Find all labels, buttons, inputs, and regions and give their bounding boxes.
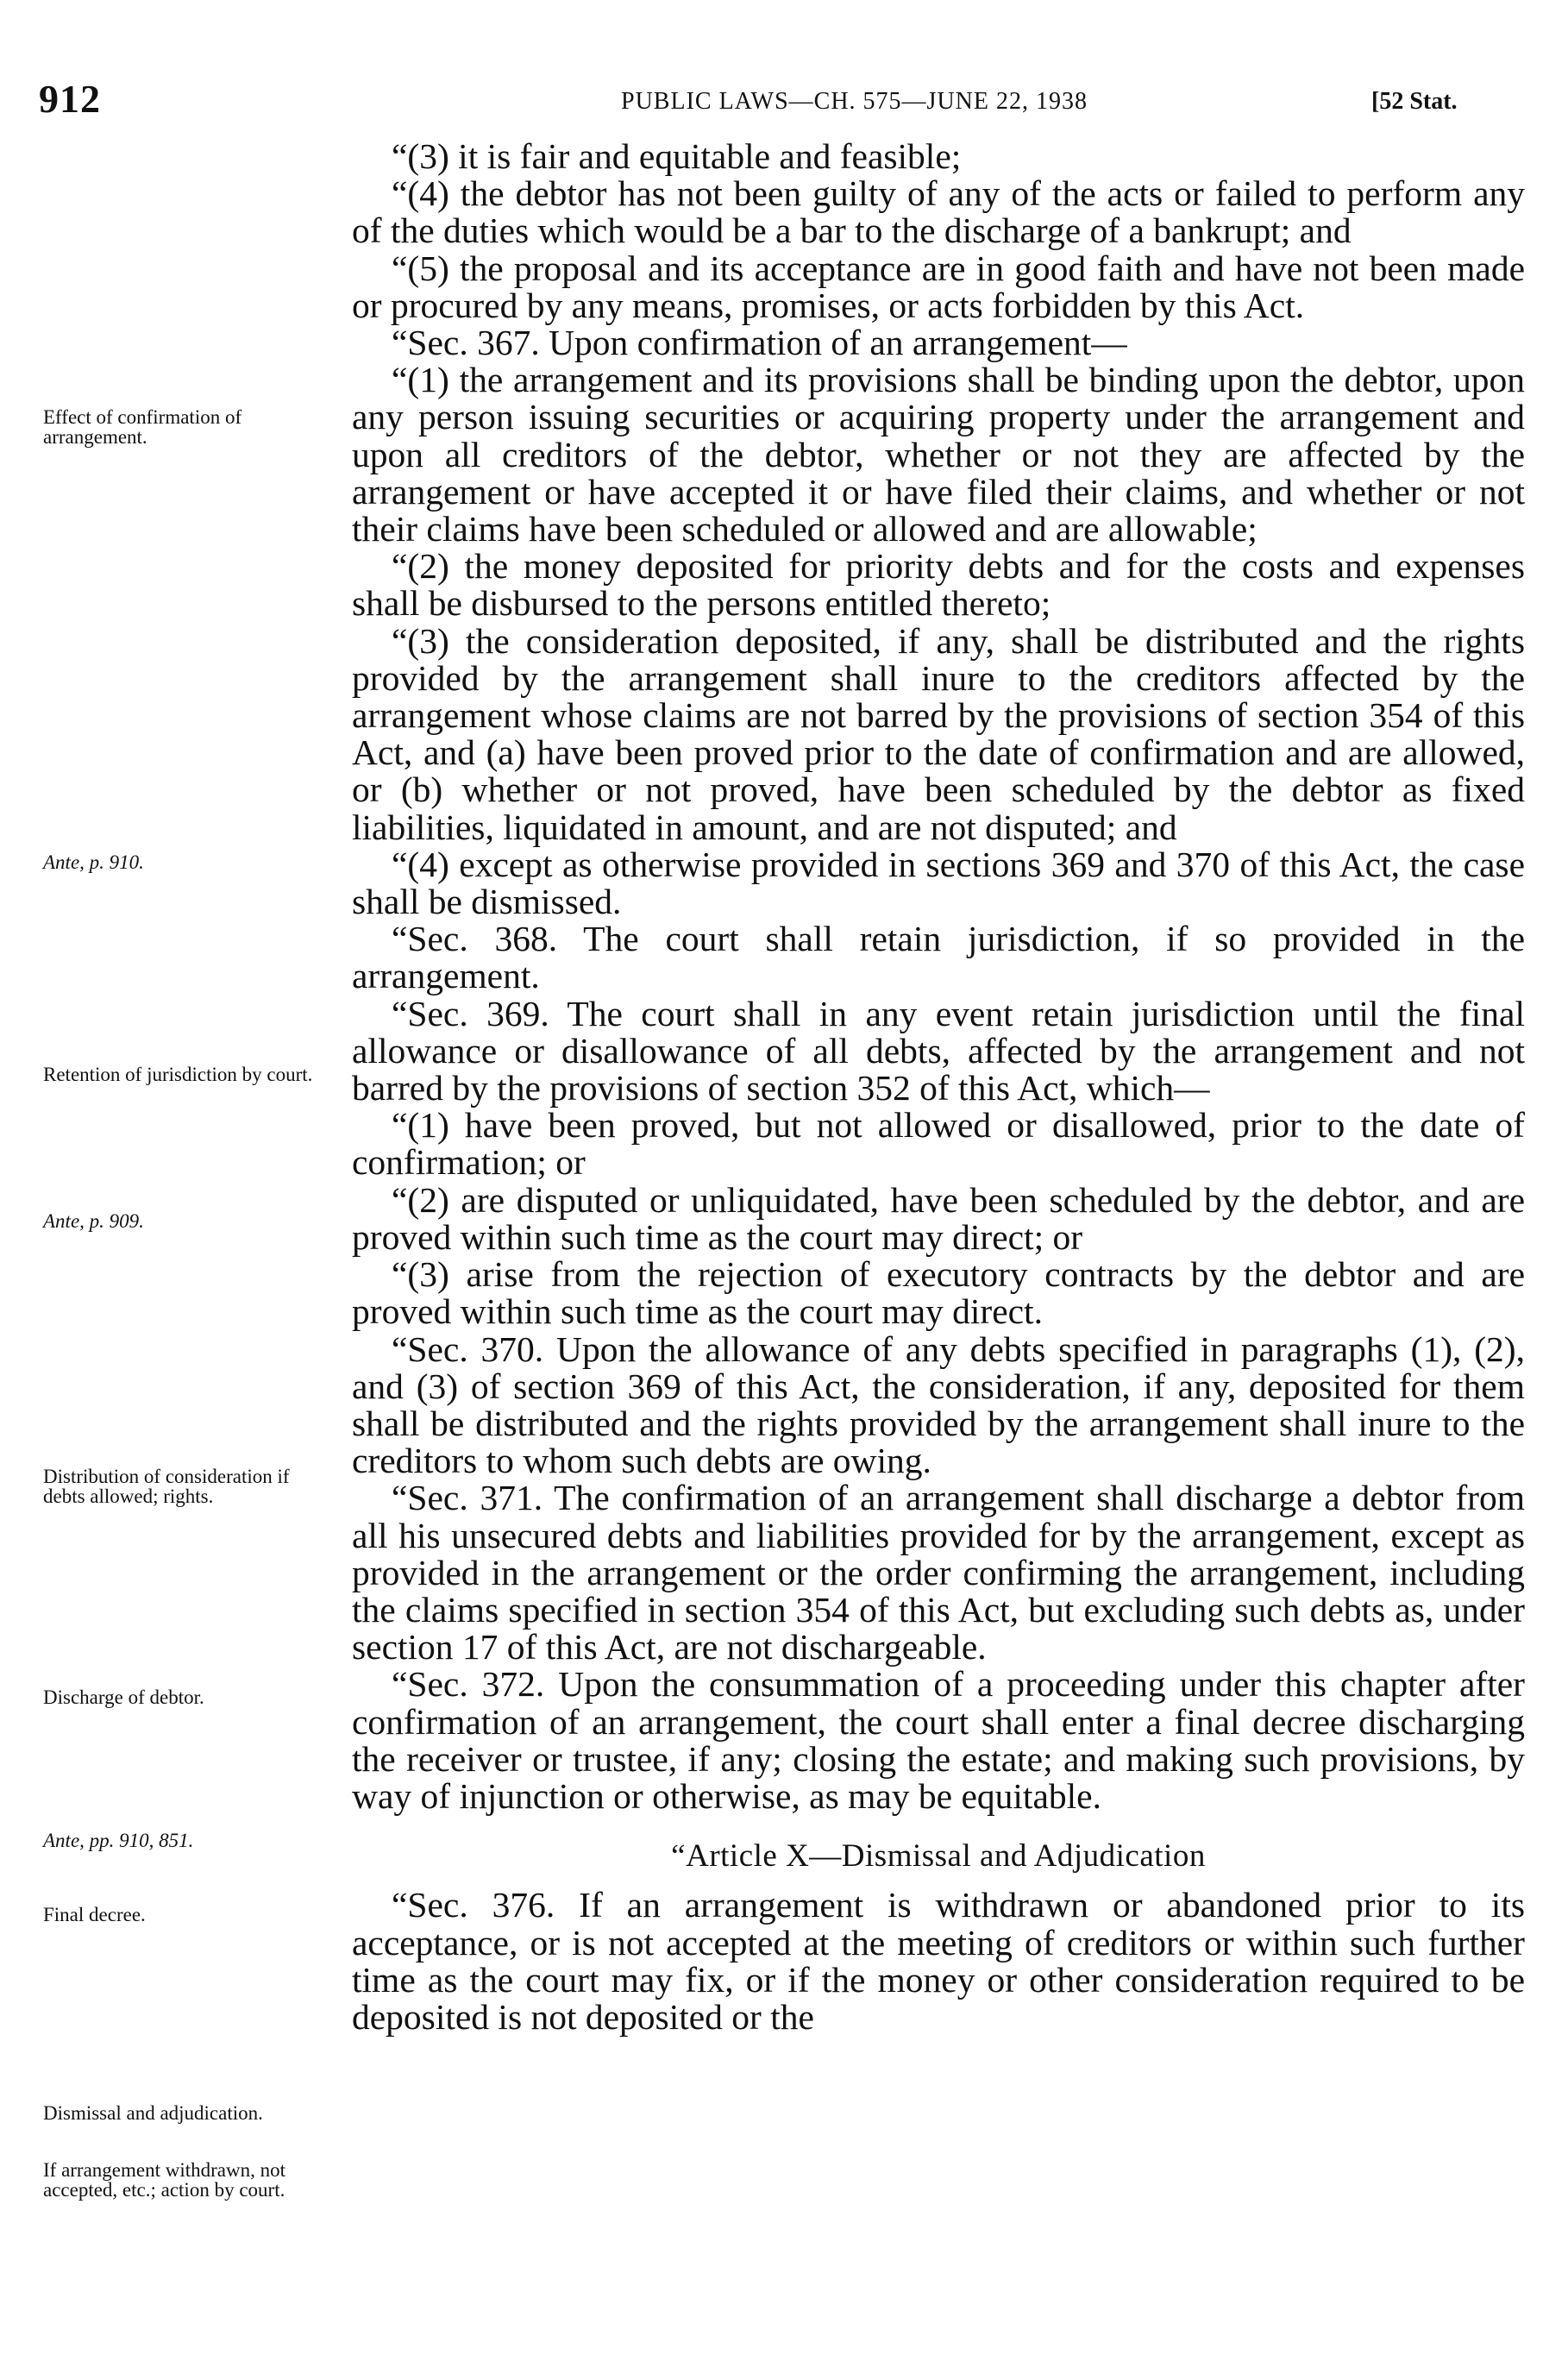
section-paragraph: “Sec. 371. The confirmation of an arrangement shall discharge a debtor from all his unsecured debts and liabilities provided for by the arrangement, except as provided in the arrangement or the order confirming the arrangement, including the claims specified in section 354 of this Act, but excluding such debts as, under section 17 of this Act, are not dischargeable. xyxy=(352,1478,1525,1667)
margin-note: Ante, p. 909. xyxy=(43,1210,144,1232)
section-paragraph: “Sec. 367. Upon confirmation of an arrangement— xyxy=(392,323,1127,363)
margin-note: If arrangement withdrawn, not accepted, etc.; action by court. xyxy=(43,2159,286,2201)
section-paragraph: “Sec. 368. The court shall retain jurisdiction, if so provided in the arrangement. xyxy=(352,919,1525,996)
paragraph: “(1) have been proved, but not allowed or disallowed, prior to the date of confirmation; or xyxy=(352,1105,1525,1183)
paragraph: “(5) the proposal and its acceptance are in good faith and have not been made or procured by any means, promises, or acts forbidden by this Act. xyxy=(352,248,1525,325)
paragraph: “(3) it is fair and equitable and feasible; xyxy=(392,136,962,176)
page-header xyxy=(0,76,1568,128)
margin-note: Retention of jurisdiction by court. xyxy=(43,1064,313,1085)
article-heading: “Article X—Dismissal and Adjudication xyxy=(671,1838,1206,1875)
paragraph: “(3) the consideration deposited, if any, shall be distributed and the rights provided by the arrangement shall inure to the creditors affected by the arrangement whose claims are not barred by the provisions of section 354 of this Act, and (a) have been proved prior to the date of confirmation and are allowed, or (b) whether or not proved, have been scheduled by the debtor as fixed liabilities, liquidated in amount, and are not disputed; and xyxy=(352,620,1525,847)
statute-reference: [52 Stat. xyxy=(1371,88,1458,115)
margin-note: Dismissal and adjudication. xyxy=(43,2102,263,2124)
section-paragraph: “Sec. 370. Upon the allowance of any debts specified in paragraphs (1), (2), and (3) of section 369 of this Act, the consideration, if any, deposited for them shall be distributed and the rights provided by the arrangement shall inure to the creditors to whom such debts are owing. xyxy=(352,1328,1525,1481)
section-paragraph: “Sec. 376. If an arrangement is withdrawn or abandoned prior to its acceptance, or is not accepted at the meeting of creditors or within such further time as the court may fix, or if the money or other consideration required to be deposited is not deposited or the xyxy=(352,1885,1525,2037)
paragraph: “(4) except as otherwise provided in sections 369 and 370 of this Act, the case shall be dismissed. xyxy=(352,844,1525,922)
paragraph: “(4) the debtor has not been guilty of any of the acts or failed to perform any of the duties which would be a bar to the discharge of a bankrupt; and xyxy=(352,173,1525,251)
margin-note: Effect of confirmation of arrangement. xyxy=(43,406,242,448)
margin-note: Ante, p. 910. xyxy=(43,851,144,873)
paragraph: “(1) the arrangement and its provisions shall be binding upon the debtor, upon any person issuing securities or acquiring property under the arrangement and upon all creditors of the debtor, whether or not they are affected by the arrangement or have accepted it or have filed their claims, and whether or not their claims have been scheduled or allowed and are allowable; xyxy=(352,360,1525,550)
section-paragraph: “Sec. 369. The court shall in any event retain jurisdiction until the final allowance or disallowance of all debts, affected by the arrangement and not barred by the provisions of section 352 of this Act, which— xyxy=(352,993,1525,1108)
running-title: PUBLIC LAWS—CH. 575—JUNE 22, 1938 xyxy=(621,88,1088,115)
margin-note: Distribution of consideration if debts allowed; rights. xyxy=(43,1466,290,1507)
page-number: 912 xyxy=(39,77,101,121)
paragraph: “(2) the money deposited for priority debts and for the costs and expenses shall be disbursed to the persons entitled thereto; xyxy=(352,546,1525,624)
margin-note: Discharge of debtor. xyxy=(43,1686,204,1708)
margin-note: Final decree. xyxy=(43,1904,146,1925)
paragraph: “(2) are disputed or unliquidated, have been scheduled by the debtor, and are proved within such time as the court may direct; or xyxy=(352,1179,1525,1257)
section-paragraph: “Sec. 372. Upon the consummation of a proceeding under this chapter after confirmation of an arrangement, the court shall enter a final decree discharging the receiver or trustee, if any; closing the estate; and making such provisions, by way of injunction or otherwise, as may be equitable. xyxy=(352,1664,1525,1816)
statute-body xyxy=(352,138,1525,2036)
paragraph: “(3) arise from the rejection of executory contracts by the debtor and are proved within such time as the court may direct. xyxy=(352,1254,1525,1332)
margin-note: Ante, pp. 910, 851. xyxy=(43,1830,194,1851)
